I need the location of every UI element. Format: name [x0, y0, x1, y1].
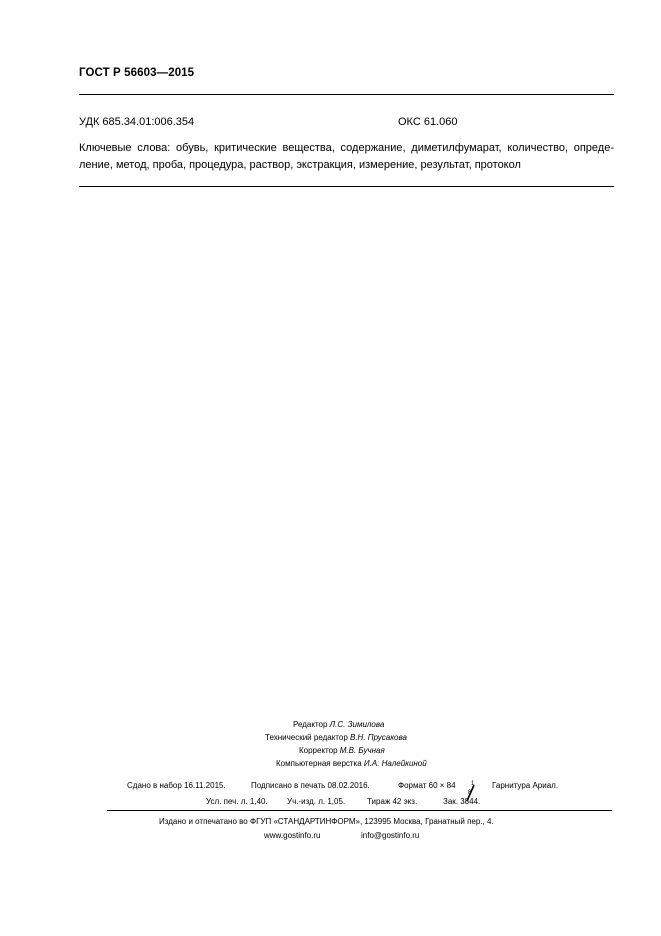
imprint-format: Формат 60 × 84 [398, 781, 456, 790]
credit-editor-role: Редактор [293, 720, 330, 729]
imprint-order: Зак. 3844. [443, 797, 481, 806]
credit-corrector-role: Корректор [299, 746, 340, 755]
udk-code: УДК 685.34.01:006.354 [79, 116, 195, 128]
format-fraction-denominator: 8 [468, 790, 472, 796]
credit-tech-editor [265, 731, 407, 744]
imprint-print-sheets: Усл. печ. л. 1,40. [206, 797, 268, 806]
imprint-website-link[interactable]: www.gostinfo.ru [264, 831, 321, 840]
imprint-signed: Подписано в печать 08.02.2016. [251, 781, 370, 790]
oks-code: ОКС 61.060 [398, 116, 458, 128]
keywords-paragraph [79, 140, 614, 174]
format-fraction-numerator: 1 [471, 781, 475, 787]
header-rule [79, 94, 614, 95]
keywords-rule [79, 186, 614, 187]
imprint-publ-sheets: Уч.-изд. л. 1,05. [287, 797, 346, 806]
credit-editor [293, 718, 384, 731]
credit-layout-role: Компьютерная верстка [276, 759, 364, 768]
credit-layout [276, 757, 427, 770]
keywords-line-1: Ключевые слова: обувь, критические вещества, содержание, диметилфумарат, количество, опреде- [79, 142, 614, 154]
gost-number-header: ГОСТ Р 56603—2015 [79, 67, 195, 79]
imprint-publisher: Издано и отпечатано во ФГУП «СТАНДАРТИНФОРМ», 123995 Москва, Гранатный пер., 4. [159, 817, 494, 826]
imprint-rule [107, 810, 612, 811]
imprint-submitted: Сдано в набор 16.11.2015. [127, 781, 226, 790]
imprint-email-link[interactable]: info@gostinfo.ru [361, 831, 420, 840]
credit-corrector-name: М.В. Бучная [339, 746, 385, 755]
imprint-circulation: Тираж 42 экз. [367, 797, 418, 806]
credit-editor-name: Л.С. Зимилова [329, 720, 385, 729]
credit-tech-editor-name: В.Н. Прусакова [350, 733, 407, 742]
credit-tech-editor-role: Технический редактор [265, 733, 350, 742]
credit-corrector [299, 744, 385, 757]
keywords-line-2: ление, метод, проба, процедура, раствор, экстракция, измерение, результат, протокол [79, 159, 521, 171]
imprint-typeface: Гарнитура Ариал. [492, 781, 559, 790]
credit-layout-name: И.А. Налейкиной [363, 759, 427, 768]
